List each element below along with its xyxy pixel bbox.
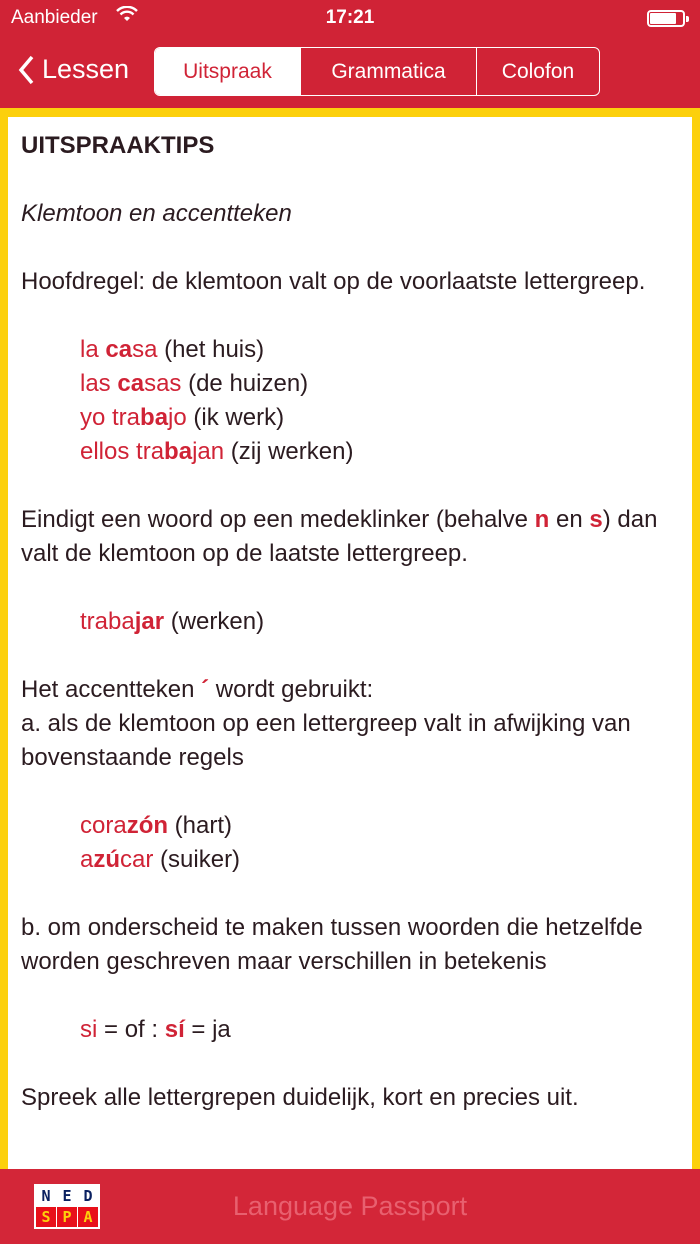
example-word: las xyxy=(80,370,118,397)
text: wordt gebruikt: xyxy=(209,676,374,703)
rule-paragraph: Spreek alle lettergrepen duidelijk, kort en precies uit. xyxy=(21,1084,579,1111)
example-translation: (suiker) xyxy=(153,846,241,873)
tab-colofon[interactable]: Colofon xyxy=(476,48,599,95)
example-stress: ba xyxy=(164,438,193,465)
rule-paragraph xyxy=(21,503,692,571)
tab-grammatica[interactable]: Grammatica xyxy=(300,48,476,95)
page-title: UITSPRAAKTIPS xyxy=(21,132,215,159)
rule-paragraph: Hoofdregel: de klemtoon valt op de voorlaatste lettergreep. xyxy=(21,268,646,295)
rule-paragraph xyxy=(21,673,692,775)
example-translation: (ik werk) xyxy=(186,404,285,431)
examples-list xyxy=(21,1013,692,1047)
example-stress: ca xyxy=(117,370,145,397)
back-label: Lessen xyxy=(42,54,130,84)
footer-title: Language Passport xyxy=(232,1191,468,1221)
logo-letter: N xyxy=(36,1186,56,1206)
text: Eindigt een woord op een medeklinker (behalve xyxy=(21,506,535,533)
example-stress: jar xyxy=(134,608,165,635)
segmented-control xyxy=(154,47,600,96)
chevron-left-icon xyxy=(18,55,34,85)
example-word: sí xyxy=(164,1016,185,1043)
example-word: la xyxy=(80,336,106,363)
example-translation: = of : xyxy=(97,1016,165,1043)
example-word: yo tra xyxy=(80,404,141,431)
example-translation: (het huis) xyxy=(157,336,265,363)
navigation-bar xyxy=(0,40,700,108)
examples-list xyxy=(21,605,692,639)
logo-letter: P xyxy=(57,1207,77,1227)
examples-list xyxy=(21,809,692,877)
accent-mark: ´ xyxy=(201,676,210,703)
text: en xyxy=(549,506,590,533)
example-word: jo xyxy=(168,404,187,431)
example-word: traba xyxy=(80,608,135,635)
tab-uitspraak[interactable]: Uitspraak xyxy=(155,48,300,95)
text: a. als de klemtoon op een lettergreep valt in afwijking van bovenstaande regels xyxy=(21,710,631,771)
example-word: a xyxy=(80,846,94,873)
logo-letter: E xyxy=(57,1186,77,1206)
section-subtitle: Klemtoon en accentteken xyxy=(21,200,292,227)
rule-paragraph: b. om onderscheid te maken tussen woorden die hetzelfde worden geschreven maar verschillen in betekenis xyxy=(21,914,643,975)
letter-highlight: n xyxy=(534,506,550,533)
example-word: jan xyxy=(192,438,225,465)
example-word: ellos tra xyxy=(80,438,165,465)
carrier-label: Aanbieder xyxy=(11,7,98,28)
status-bar xyxy=(0,0,700,40)
example-stress: zón xyxy=(126,812,169,839)
letter-highlight: s xyxy=(589,506,603,533)
battery-icon xyxy=(647,10,685,27)
back-button[interactable] xyxy=(18,54,129,85)
example-word: si xyxy=(80,1016,98,1043)
examples-list xyxy=(21,333,692,469)
text: Het accentteken xyxy=(21,676,202,703)
clock: 17:21 xyxy=(325,7,375,28)
example-translation: (werken) xyxy=(164,608,265,635)
example-word: car xyxy=(120,846,154,873)
example-word: cora xyxy=(80,812,127,839)
text: ) dan valt de klemtoon op de laatste lettergreep. xyxy=(21,506,658,567)
example-translation: (zij werken) xyxy=(224,438,354,465)
example-stress: zú xyxy=(93,846,121,873)
content-scroll[interactable] xyxy=(8,117,692,1169)
example-translation: (hart) xyxy=(168,812,233,839)
logo-letter: D xyxy=(78,1186,98,1206)
example-translation: (de huizen) xyxy=(181,370,309,397)
example-stress: ba xyxy=(140,404,169,431)
footer-bar xyxy=(0,1169,700,1244)
example-stress: ca xyxy=(105,336,133,363)
example-word: sas xyxy=(144,370,182,397)
example-word: sa xyxy=(132,336,158,363)
example-translation: = ja xyxy=(184,1016,231,1043)
logo-letter: S xyxy=(36,1207,56,1227)
logo-letter: A xyxy=(78,1207,98,1227)
